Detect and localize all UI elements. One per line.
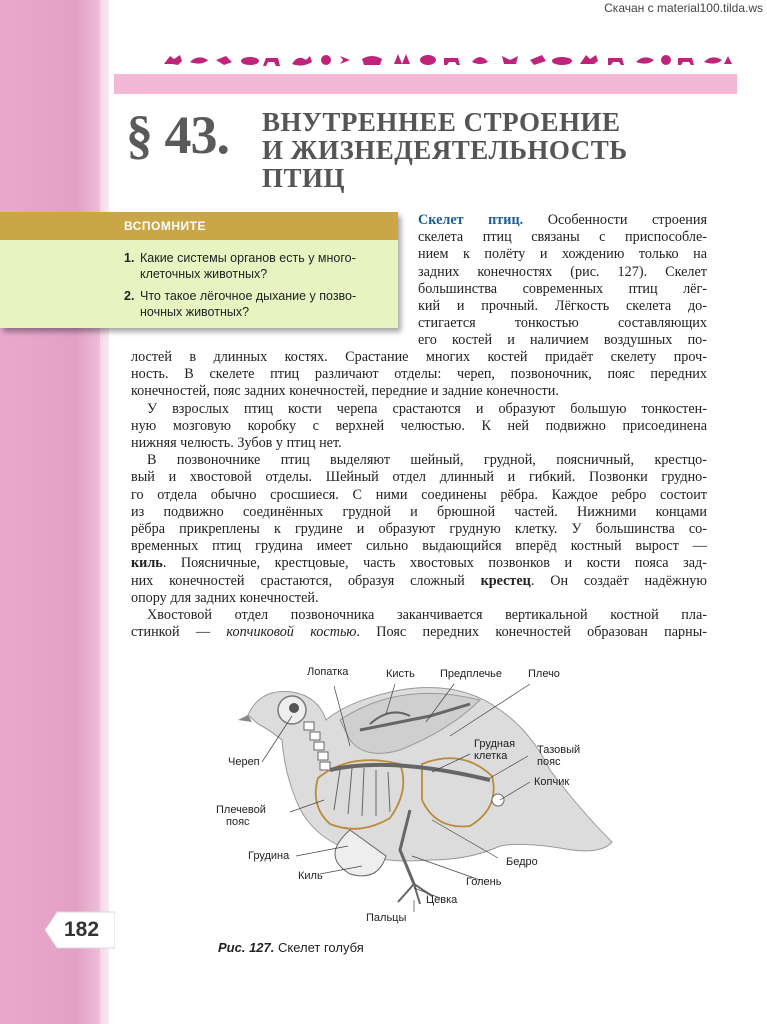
text-line: его костей и наличием воздушных по- [418,332,707,349]
section-title-line: И ЖИЗНЕДЕЯТЕЛЬНОСТЬ [262,135,628,165]
text-line: опору для задних конечностей. [131,589,319,606]
text-line: В позвоночнике птиц выделяют шейный, грудной, поясничный, крестцо- [147,452,707,469]
text-line: У взрослых птиц кости черепа срастаются и образуют большую тонкостен- [147,400,707,417]
recall-box [0,212,398,328]
text-line: временных птиц грудина имеет сильно выдающийся вперёд костный вырост — [131,538,707,555]
text-line: кий и прочный. Лёгкость скелета до- [418,298,707,315]
section-title [262,108,628,192]
left-margin-strip-edge [100,0,109,1024]
label-toes: Пальцы [366,912,407,924]
label-sternum: Грудина [248,850,290,862]
label-shoulder-girdle [216,804,266,828]
label-shoulder: Плечо [528,668,560,680]
text-span: . Поясничные, крестцовые, часть хвостовых позвонков и кости пояса зад- [162,555,707,572]
term-pygostyle: копчиковой костью [226,624,357,641]
watermark: Скачан с material100.tilda.ws [604,1,763,15]
text-line: го отдела обычно сросшиеся. С ними соединены рёбра. Каждое ребро состоит [131,486,707,503]
page-number: 182 [64,918,100,941]
text-span: . Он создаёт надёжную [530,572,707,589]
label-ribcage-line: клетка [474,750,508,762]
animal-silhouette-row [162,50,737,70]
recall-item-number: 1. [124,251,135,265]
recall-heading: ВСПОМНИТЕ [0,212,398,240]
subsection-heading: Скелет птиц. [418,212,524,228]
body-text [131,349,707,641]
figure-caption-label: Рис. 127. [218,940,275,955]
recall-item-line: Какие системы органов есть у много- [140,251,356,265]
figure-caption [218,940,364,955]
label-pelvis-line: пояс [537,756,561,768]
text-line [418,212,707,229]
label-scapula: Лопатка [307,666,349,678]
text-span: Особенности строения [547,212,707,228]
text-line: рёбра прикреплены к грудине и образуют грудную клетку. У большинства со- [131,521,707,538]
label-hand: Кисть [386,668,415,680]
figure-pigeon-skeleton [200,660,620,930]
label-shoulder-girdle-line: Плечевой [216,804,266,816]
text-line: вый и хвостовой отделы. Шейный отдел длинный и гибкий. Позвонки грудно- [131,469,707,486]
label-ribcage [474,738,515,762]
recall-item-line: ночных животных? [140,305,250,319]
term-sacrum: крестец [480,572,531,589]
text-line: большинства современных птиц лёг- [418,280,707,297]
label-pelvis [537,744,580,768]
label-pelvis-line: Тазовый [537,744,581,756]
text-line: стигается тонкостью составляющих [418,315,707,332]
recall-item [124,250,390,282]
text-line: ность. В скелете птиц различают отделы: череп, позвоночник, пояс передних [131,366,707,383]
text-span: них конечностей срастаются, образуя сложный [131,572,481,589]
text-line: из подвижно соединённых грудной и брюшной частей. Нижними концами [131,503,707,520]
text-line: нием к полёту и хождению только на [418,246,707,263]
text-line: лостей в длинных костях. Срастание многих костей придаёт скелету проч- [131,349,707,365]
label-skull: Череп [228,756,260,768]
recall-item [124,288,390,320]
section-title-line: ВНУТРЕННЕЕ СТРОЕНИЕ [262,107,621,137]
section-number: § 43. [126,105,229,165]
label-keel: Киль [298,870,323,882]
label-forearm: Предплечье [440,668,503,680]
recall-item-line: клеточных животных? [140,267,268,281]
text-line [131,555,707,572]
recall-list [124,250,390,326]
text-line: ную мозговую коробку с верхней челюстью. К ней подвижно присоединена [131,417,707,434]
text-line: конечностей, пояс задних конечностей, передние и задние конечности. [131,383,559,400]
figure-caption-text: Скелет голубя [274,940,364,955]
text-line [131,624,707,641]
text-line: задних конечностях (рис. 127). Скелет [418,263,707,280]
term-keel: киль [131,555,163,572]
label-ribcage-line: Грудная [474,738,516,750]
label-pygostyle: Копчик [534,776,570,788]
text-line: нижняя челюсть. Зубов у птиц нет. [131,435,342,452]
text-span: стинкой — [131,624,227,641]
text-span: . Пояс передних конечностей образован парны- [356,624,707,641]
label-tarsus: Цевка [426,894,458,906]
text-line: Хвостовой отдел позвоночника заканчивается вертикальной костной пла- [147,607,707,624]
label-shoulder-girdle-line: пояс [226,816,250,828]
recall-item-line: Что такое лёгочное дыхание у позво- [140,289,357,303]
text-line [131,573,707,590]
label-tibia: Голень [466,876,502,888]
text-line: скелета птиц связаны с приспособле- [418,229,707,246]
pigeon-skeleton-illustration [200,660,620,930]
left-margin-strip [0,0,109,1024]
label-femur: Бедро [506,856,538,868]
header-band [114,74,737,94]
section-title-line: ПТИЦ [262,163,346,193]
recall-item-number: 2. [124,289,135,303]
column-text [418,212,707,350]
